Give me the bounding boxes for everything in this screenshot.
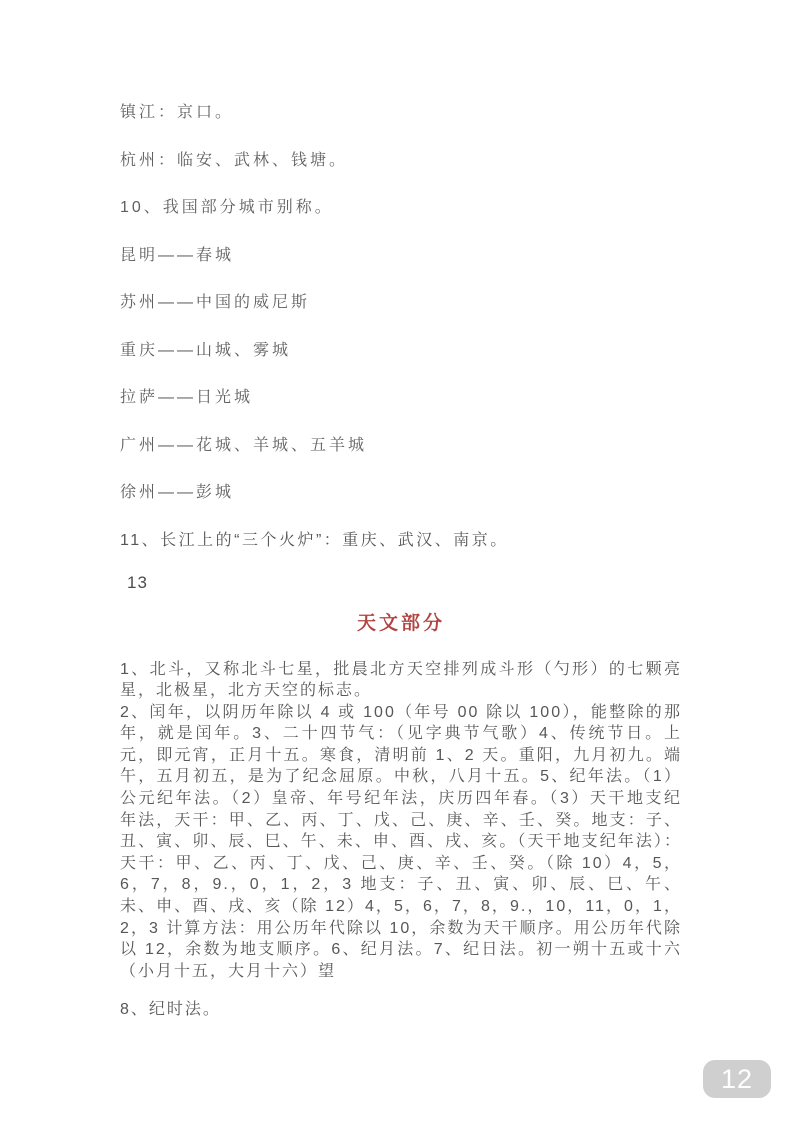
astronomy-paragraph: 8、纪时法。	[120, 1001, 221, 1019]
astronomy-paragraph: 2、闰年，以阴历年除以 4 或 100（年号 00 除以 100），能整除的那年，就是闰年。3、二十四节气：（见字典节气歌）4、传统节日。上元，即元宵，正月十五。寒食，清明前 1、2 天。重阳，九月初九。端午，五月初五，是为了纪念屈原。中秋，八月十五。5、纪年法。（1）公元纪年法。（2）皇帝、年号纪年法，庆历四年春。（3）天干地支纪年法，天干：甲、乙、丙、丁、戊、己、庚、辛、壬、癸。地支：子、丑、寅、卯、辰、巳、午、未、申、酉、戌、亥。（天干地支纪年法）：天干：甲、乙、丙、丁、戊、己、庚、辛、壬、癸。（除 10）4，5，6，7，8，9.，0，1，2，3 地支：子、丑、寅、卯、辰、巳、午、未、申、酉、戌、亥（除 12）4，5，6，7，8，9.，10，11，0，1，2，3 计算方法：用公历年代除以 10，余数为天干顺序。用公历年代除以 12，余数为地支顺序。6、纪月法。7、纪日法。初一朔十五或十六（小月十五，大月十六）望	[120, 703, 682, 980]
page-content	[120, 104, 682, 1021]
page-number-badge: 12	[703, 1060, 771, 1098]
city-alias-line: 昆明——春城	[120, 246, 235, 264]
city-alias-list-heading: 10、我国部分城市别称。	[120, 199, 334, 216]
astronomy-section-heading: 天文部分	[356, 612, 445, 634]
city-alias-line: 杭州：临安、武林、钱塘。	[120, 151, 349, 169]
astronomy-paragraph: 1、北斗，又称北斗七星，批晨北方天空排列成斗形（勺形）的七颗亮星，北极星，北方天空的标志。	[120, 660, 682, 700]
city-alias-line: 徐州——彭城	[120, 484, 235, 501]
stray-page-ref: 13	[127, 572, 148, 592]
three-furnaces-line: 11、长江上的“三个火炉”：重庆、武汉、南京。	[120, 531, 509, 549]
city-alias-line: 镇江：京口。	[120, 104, 235, 121]
city-alias-line: 苏州——中国的威尼斯	[120, 294, 311, 311]
city-alias-line: 重庆——山城、雾城	[120, 341, 292, 359]
city-alias-line: 广州——花城、羊城、五羊城	[120, 436, 368, 454]
city-alias-line: 拉萨——日光城	[120, 389, 254, 406]
